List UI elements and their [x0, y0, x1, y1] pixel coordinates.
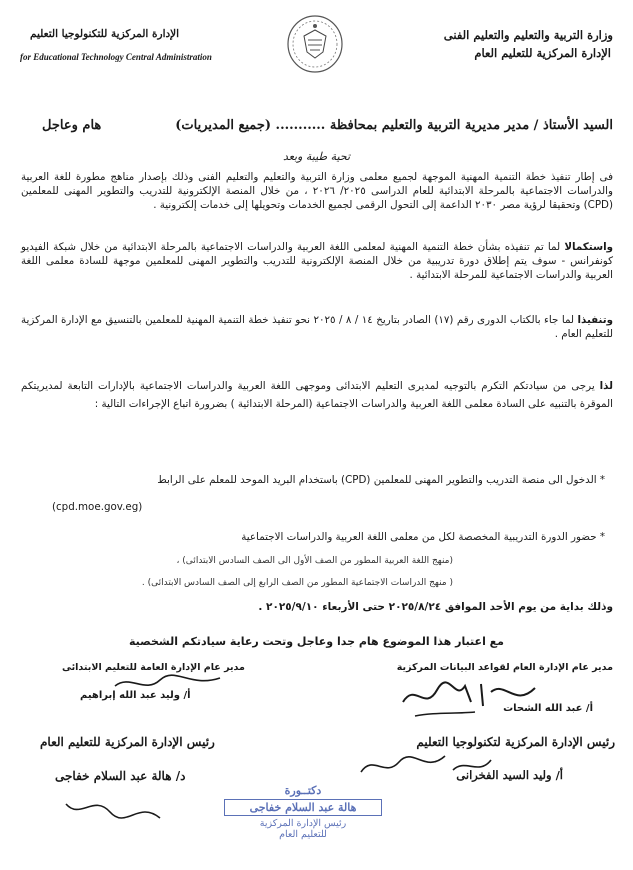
- paragraph-continuation: [21, 240, 613, 282]
- addressee-title: السيد الأستاذ / مدير مديرية التربية والتعليم بمحافظة: [329, 118, 613, 133]
- db-director-signature-icon: [395, 672, 545, 722]
- db-director-title: مدير عام الإدارة العام لقواعد البيانات المركزية: [396, 662, 613, 673]
- urgent-label: هام وعاجل: [42, 118, 102, 133]
- ministry-name: وزارة التربية والتعليم والتعليم الفنى: [443, 28, 613, 42]
- stamp-name: هالة عبد السلام خفاجى: [224, 799, 382, 816]
- paragraph-continuation-label: واستكمالا: [564, 241, 613, 253]
- step-one: [157, 473, 605, 487]
- general-education-head-title: رئيس الإدارة المركزية للتعليم العام: [40, 735, 215, 749]
- paragraph-intro: فى إطار تنفيذ خطة التنمية المهنية الموجهة لجميع معلمى وزارة التربية والتعليم والتعليم الفنى وذلك بإصدار مناهج مطورة للغة العربية والدراسات الاجتماعية بالمرحلة الابتدائية للعام الدراسى ٢٠٢٥/ ٢٠٢٦ ، من خلال المنصة الإلكترونية للتدريب والتطوير المهنى للمعلمين (CPD) وتحقيقا لرؤية مصر ٢٠٣٠ الداعمة إلى التحول الرقمى لجميع الخدمات وتحويلها إلى خدمات إلكترونية .: [21, 171, 613, 211]
- paragraph-request: [21, 377, 613, 413]
- training-dates: وذلك بداية من يوم الأحد الموافق ٢٠٢٥/٨/٢٤ حتى الأربعاء ٢٠٢٥/٩/١٠ .: [258, 601, 613, 613]
- step-one-text: الدخول الى منصة التدريب والتطوير المهنى للمعلمين (CPD) باستخدام البريد الموحد للمعلم على الرابط: [157, 474, 597, 486]
- general-education-head-signature-icon: [60, 790, 170, 830]
- edu-tech-admin: الإدارة المركزية للتكنولوجيا التعليم: [30, 28, 180, 40]
- eagle-emblem-icon: [286, 14, 344, 74]
- official-stamp: [218, 784, 388, 840]
- importance-note: مع اعتبار هذا الموضوع هام جدا وعاجل وتحت رعاية سيادتكم الشخصية: [129, 635, 504, 648]
- general-education-head-name: د/ هالة عبد السلام خفاجى: [55, 769, 186, 783]
- paragraph-continuation-text: لما تم تنفيذه بشأن خطة التنمية المهنية لمعلمى اللغة العربية والدراسات الاجتماعية بالمرحلة الابتدائية من خلال شبكة الفيديو كونفرانس - سوف يتم إطلاق دورة تدريبية من خلال المنصة الإلكترونية للتدريب والتطوير المهنى للمعلمين موجهة للسادة معلمى اللغة العربية والدراسات الاجتماعية للمرحلة الابتدائية .: [21, 241, 613, 281]
- paragraph-request-label: لذا: [599, 380, 613, 392]
- step-two-text: حضور الدورة التدريبية المخصصة لكل من معلمى اللغة العربية والدراسات الاجتماعية: [241, 531, 597, 543]
- social-studies-curriculum-note: ( منهج الدراسات الاجتماعية المطور من الصف الرابع إلى الصف السادس الابتدائى) .: [141, 578, 453, 588]
- paragraph-implementation-label: وتنفيذا: [577, 314, 614, 326]
- stamp-title: دكتــورة: [284, 784, 322, 797]
- paragraph-implementation-text: لما جاء بالكتاب الدورى رقم (١٧) الصادر بتاريخ ١٤ / ٨ / ٢٠٢٥ نحو تنفيذ خطة التنمية المهنية للمعلمين بالتنسيق مع الإدارة المركزية للتعليم العام .: [21, 314, 613, 340]
- addressee: [175, 118, 613, 133]
- bullet-icon: *: [596, 531, 605, 543]
- edu-tech-admin-english: for Educational Technology Central Administration: [20, 52, 212, 62]
- edu-tech-head-name: أ/ وليد السيد الفخرانى: [456, 768, 563, 782]
- db-director-name: أ/ عبد الله الشحات: [503, 703, 593, 714]
- primary-director-name: أ/ وليد عبد الله إبراهيم: [80, 690, 191, 701]
- greeting: تحية طيبة وبعد: [282, 150, 351, 163]
- stamp-department: للتعليم العام: [279, 829, 327, 840]
- step-two: [241, 530, 605, 544]
- paragraph-request-text: يرجى من سيادتكم التكرم بالتوجيه لمديرى التعليم الابتدائى وموجهى اللغة العربية والدراسات الاجتماعية بالإدارات التابعة لمديريتكم الموقرة بالتنبيه على السادة معلمى اللغة العربية والدراسات الاجتماعية (المرحلة الابتدائية ) بضرورة اتباع الإجراءات التالية :: [21, 380, 613, 410]
- arabic-curriculum-note: (منهج اللغة العربية المطور من الصف الأول الى الصف السادس الابتدائى) ،: [176, 556, 453, 566]
- edu-tech-head-title: رئيس الإدارة المركزية لتكنولوجيا التعليم: [416, 735, 615, 749]
- bullet-icon: *: [596, 474, 605, 486]
- primary-director-title: مدير عام الإدارة العامة للتعليم الابتدائى: [62, 662, 245, 673]
- all-directorates: (جميع المديريات): [175, 118, 272, 133]
- general-education-admin: الإدارة المركزية للتعليم العام: [474, 46, 611, 60]
- cpd-link[interactable]: (cpd.moe.gov.eg): [52, 501, 143, 513]
- paragraph-implementation: [21, 313, 613, 341]
- addressee-dots: ...........: [275, 118, 326, 133]
- stamp-position: رئيس الإدارة المركزية: [259, 818, 347, 829]
